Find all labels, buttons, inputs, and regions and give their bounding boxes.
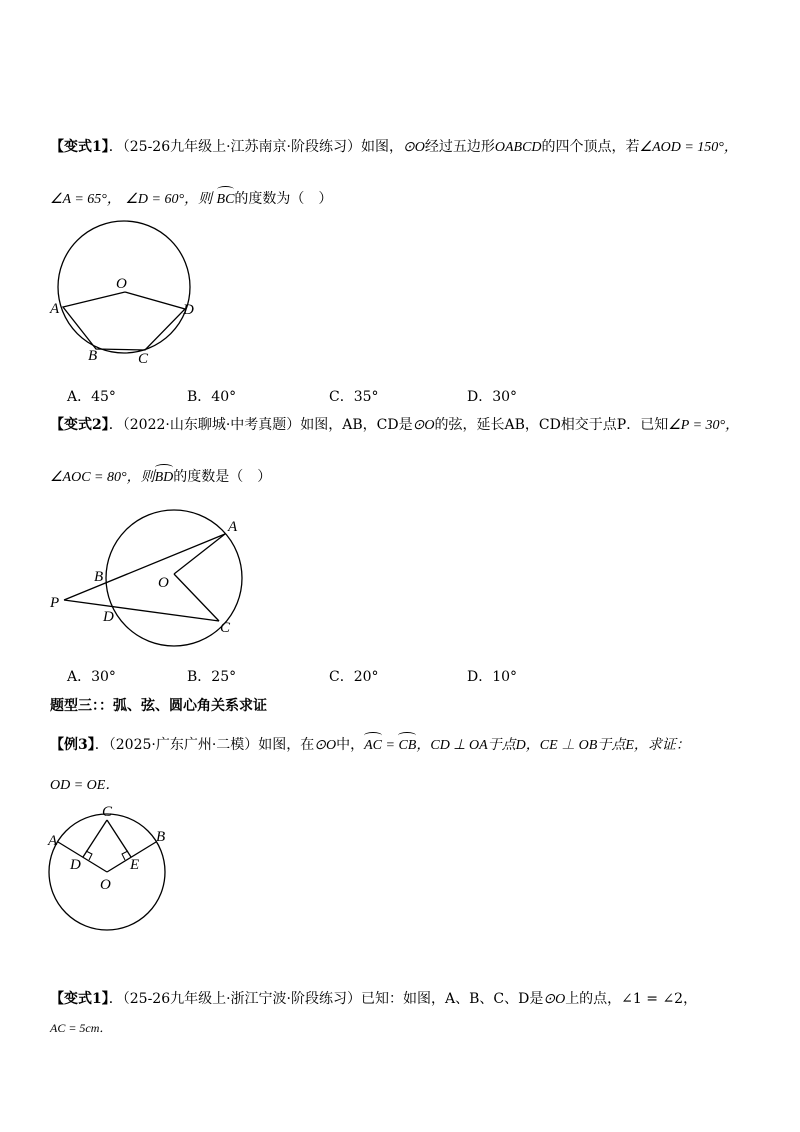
q1-cond1: ∠AOD = 150°，	[639, 140, 738, 155]
q2-label-C: C	[220, 620, 231, 636]
ex3-label-D: D	[70, 857, 81, 873]
q1-cond3: ∠D = 60°，则	[125, 192, 213, 207]
q2-option-c: C．20°	[329, 669, 379, 685]
q1-source: ．（25-26九年级上·江苏南京·阶段练习）如图，	[108, 139, 404, 155]
section-title: 题型三：：弧、弦、圆心角关系求证	[50, 698, 267, 714]
q2-text-a: 的弦，延长AB，CD相交于点P．已知	[434, 417, 669, 433]
q2-label-D: D	[103, 609, 114, 625]
q2-circle-symbol: ⊙O	[412, 418, 435, 433]
ex3-circle-symbol: ⊙O	[314, 738, 337, 753]
q2-label-B: B	[94, 569, 104, 585]
q1-option-d: D．30°	[467, 389, 518, 405]
q2-arc: BD	[154, 470, 174, 485]
q1-tail: 的度数为（ ）	[234, 191, 333, 207]
q1-tag: 【变式1】	[50, 139, 109, 155]
ex3-cond1: ，CD ⊥ OA于点D，CE ⊥ OB于点E，求证：	[416, 738, 690, 753]
q1-label-A: A	[50, 301, 60, 317]
ex3-tag: 【例3】	[50, 737, 95, 753]
ex3-right-angle-E	[122, 851, 128, 860]
ex3-arc2: CB	[398, 738, 417, 753]
ex3-label-E: E	[130, 857, 140, 873]
q1-text-b: 的四个顶点，若	[541, 139, 640, 155]
ex3-cond2: OD = OE．	[50, 778, 120, 793]
ex3-label-A: A	[48, 833, 58, 849]
q2-cond2: ∠AOC = 80°，则	[50, 470, 155, 485]
q1-option-a: A．45°	[67, 389, 116, 405]
q2-tail: 的度数是（ ）	[173, 469, 272, 485]
q1-label-O: O	[116, 276, 127, 292]
q1-cond2: ∠A = 65°，	[50, 192, 121, 207]
ex3-right-angle-D	[86, 851, 92, 860]
ex3-eq: =	[382, 738, 399, 753]
ex3-text-a: 中，	[336, 737, 365, 753]
ex3-label-O: O	[100, 877, 111, 893]
ex3-line-OA	[58, 842, 107, 872]
q1-arc: BC	[216, 192, 235, 207]
q2-label-P: P	[50, 595, 60, 611]
q2-label-A: A	[228, 519, 238, 535]
q4-tag: 【变式1】	[50, 991, 109, 1007]
q4-line-1	[50, 990, 697, 1009]
q1-option-c: C．35°	[329, 389, 379, 405]
ex3-label-B: B	[156, 829, 166, 845]
q2-option-d: D．10°	[467, 669, 518, 685]
q2-option-b: B．25°	[187, 669, 237, 685]
q1-label-B: B	[88, 348, 98, 364]
q1-pentagon: OABCD	[494, 140, 542, 155]
q1-label-C: C	[138, 351, 149, 367]
q2-label-O: O	[158, 575, 169, 591]
ex3-label-C: C	[102, 804, 113, 820]
q4-circle-symbol: ⊙O	[543, 992, 566, 1007]
q4-cond2: AC = 5cm．	[50, 1021, 112, 1035]
q1-text-a: 经过五边形	[424, 139, 495, 155]
q2-cond1: ∠P = 30°，	[668, 418, 740, 433]
q2-option-a: A．30°	[67, 669, 116, 685]
q2-tag: 【变式2】	[50, 417, 109, 433]
q1-option-b: B．40°	[187, 389, 237, 405]
q2-source: ．（2022·山东聊城·中考真题）如图，AB，CD是	[108, 417, 413, 433]
q1-label-D: D	[183, 302, 194, 318]
q4-line-2	[50, 1019, 111, 1037]
ex3-arc1: AC	[364, 738, 383, 753]
q4-text-a: 上的点，∠1 = ∠2，	[565, 991, 698, 1007]
q1-circle-symbol: ⊙O	[403, 140, 425, 155]
ex3-source: ．（2025·广东广州·二模）如图，在	[94, 737, 315, 753]
q4-source: ．（25-26九年级上·浙江宁波·阶段练习）已知：如图，A、B、C、D是	[108, 991, 544, 1007]
